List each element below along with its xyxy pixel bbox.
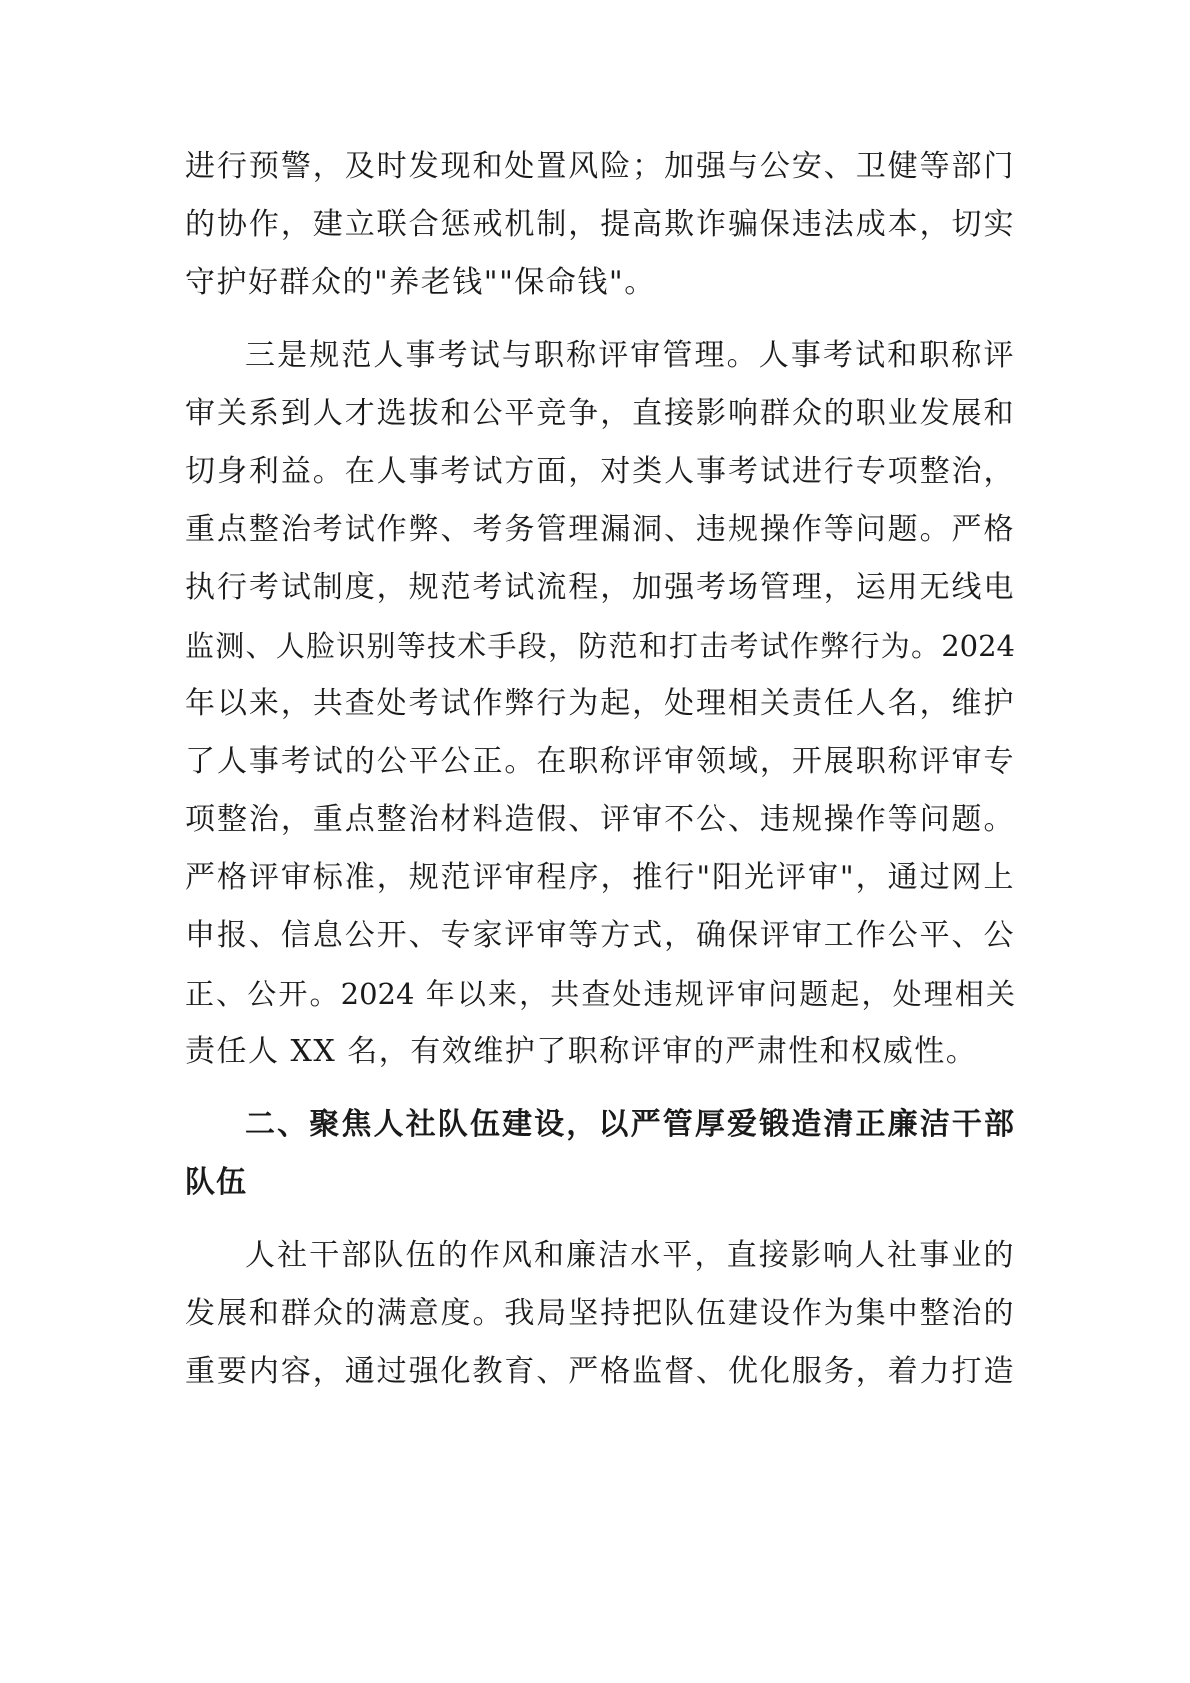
text-line: 了人事考试的公平公正。在职称评审领域，开展职称评审专 — [185, 744, 1015, 779]
text-line: 的协作，建立联合惩戒机制，提高欺诈骗保违法成本，切实 — [185, 207, 1015, 242]
text-line: 重点整治考试作弊、考务管理漏洞、违规操作等问题。严格 — [185, 512, 1015, 547]
text-line: 责任人 XX 名，有效维护了职称评审的严肃性和权威性。 — [185, 1034, 978, 1069]
text-line: 人社干部队伍的作风和廉洁水平，直接影响人社事业的 — [245, 1238, 1015, 1273]
text-line: 执行考试制度，规范考试流程，加强考场管理，运用无线电 — [185, 570, 1015, 605]
text-line: 重要内容，通过强化教育、严格监督、优化服务，着力打造 — [185, 1354, 1015, 1389]
text-line: 切身利益。在人事考试方面，对类人事考试进行专项整治， — [185, 454, 1015, 489]
text-line: 项整治，重点整治材料造假、评审不公、违规操作等问题。 — [185, 802, 1015, 837]
heading-line: 队伍 — [185, 1165, 247, 1200]
heading-line: 二、聚焦人社队伍建设，以严管厚爱锻造清正廉洁干部 — [245, 1107, 1015, 1142]
text-line: 监测、人脸识别等技术手段，防范和打击考试作弊行为。2024 — [185, 629, 1015, 663]
text-line: 年以来，共查处考试作弊行为起，处理相关责任人名，维护 — [185, 686, 1015, 721]
text-line: 守护好群众的"养老钱""保命钱"。 — [185, 265, 656, 300]
text-line: 审关系到人才选拔和公平竞争，直接影响群众的职业发展和 — [185, 396, 1015, 431]
text-line: 严格评审标准，规范评审程序，推行"阳光评审"，通过网上 — [185, 860, 1015, 895]
text-line: 正、公开。2024 年以来，共查处违规评审问题起，处理相关 — [185, 977, 1015, 1011]
text-line: 申报、信息公开、专家评审等方式，确保评审工作公平、公 — [185, 918, 1015, 953]
text-line: 三是规范人事考试与职称评审管理。人事考试和职称评 — [245, 338, 1015, 373]
text-line: 发展和群众的满意度。我局坚持把队伍建设作为集中整治的 — [185, 1296, 1015, 1331]
text-line: 进行预警，及时发现和处置风险；加强与公安、卫健等部门 — [185, 149, 1015, 184]
